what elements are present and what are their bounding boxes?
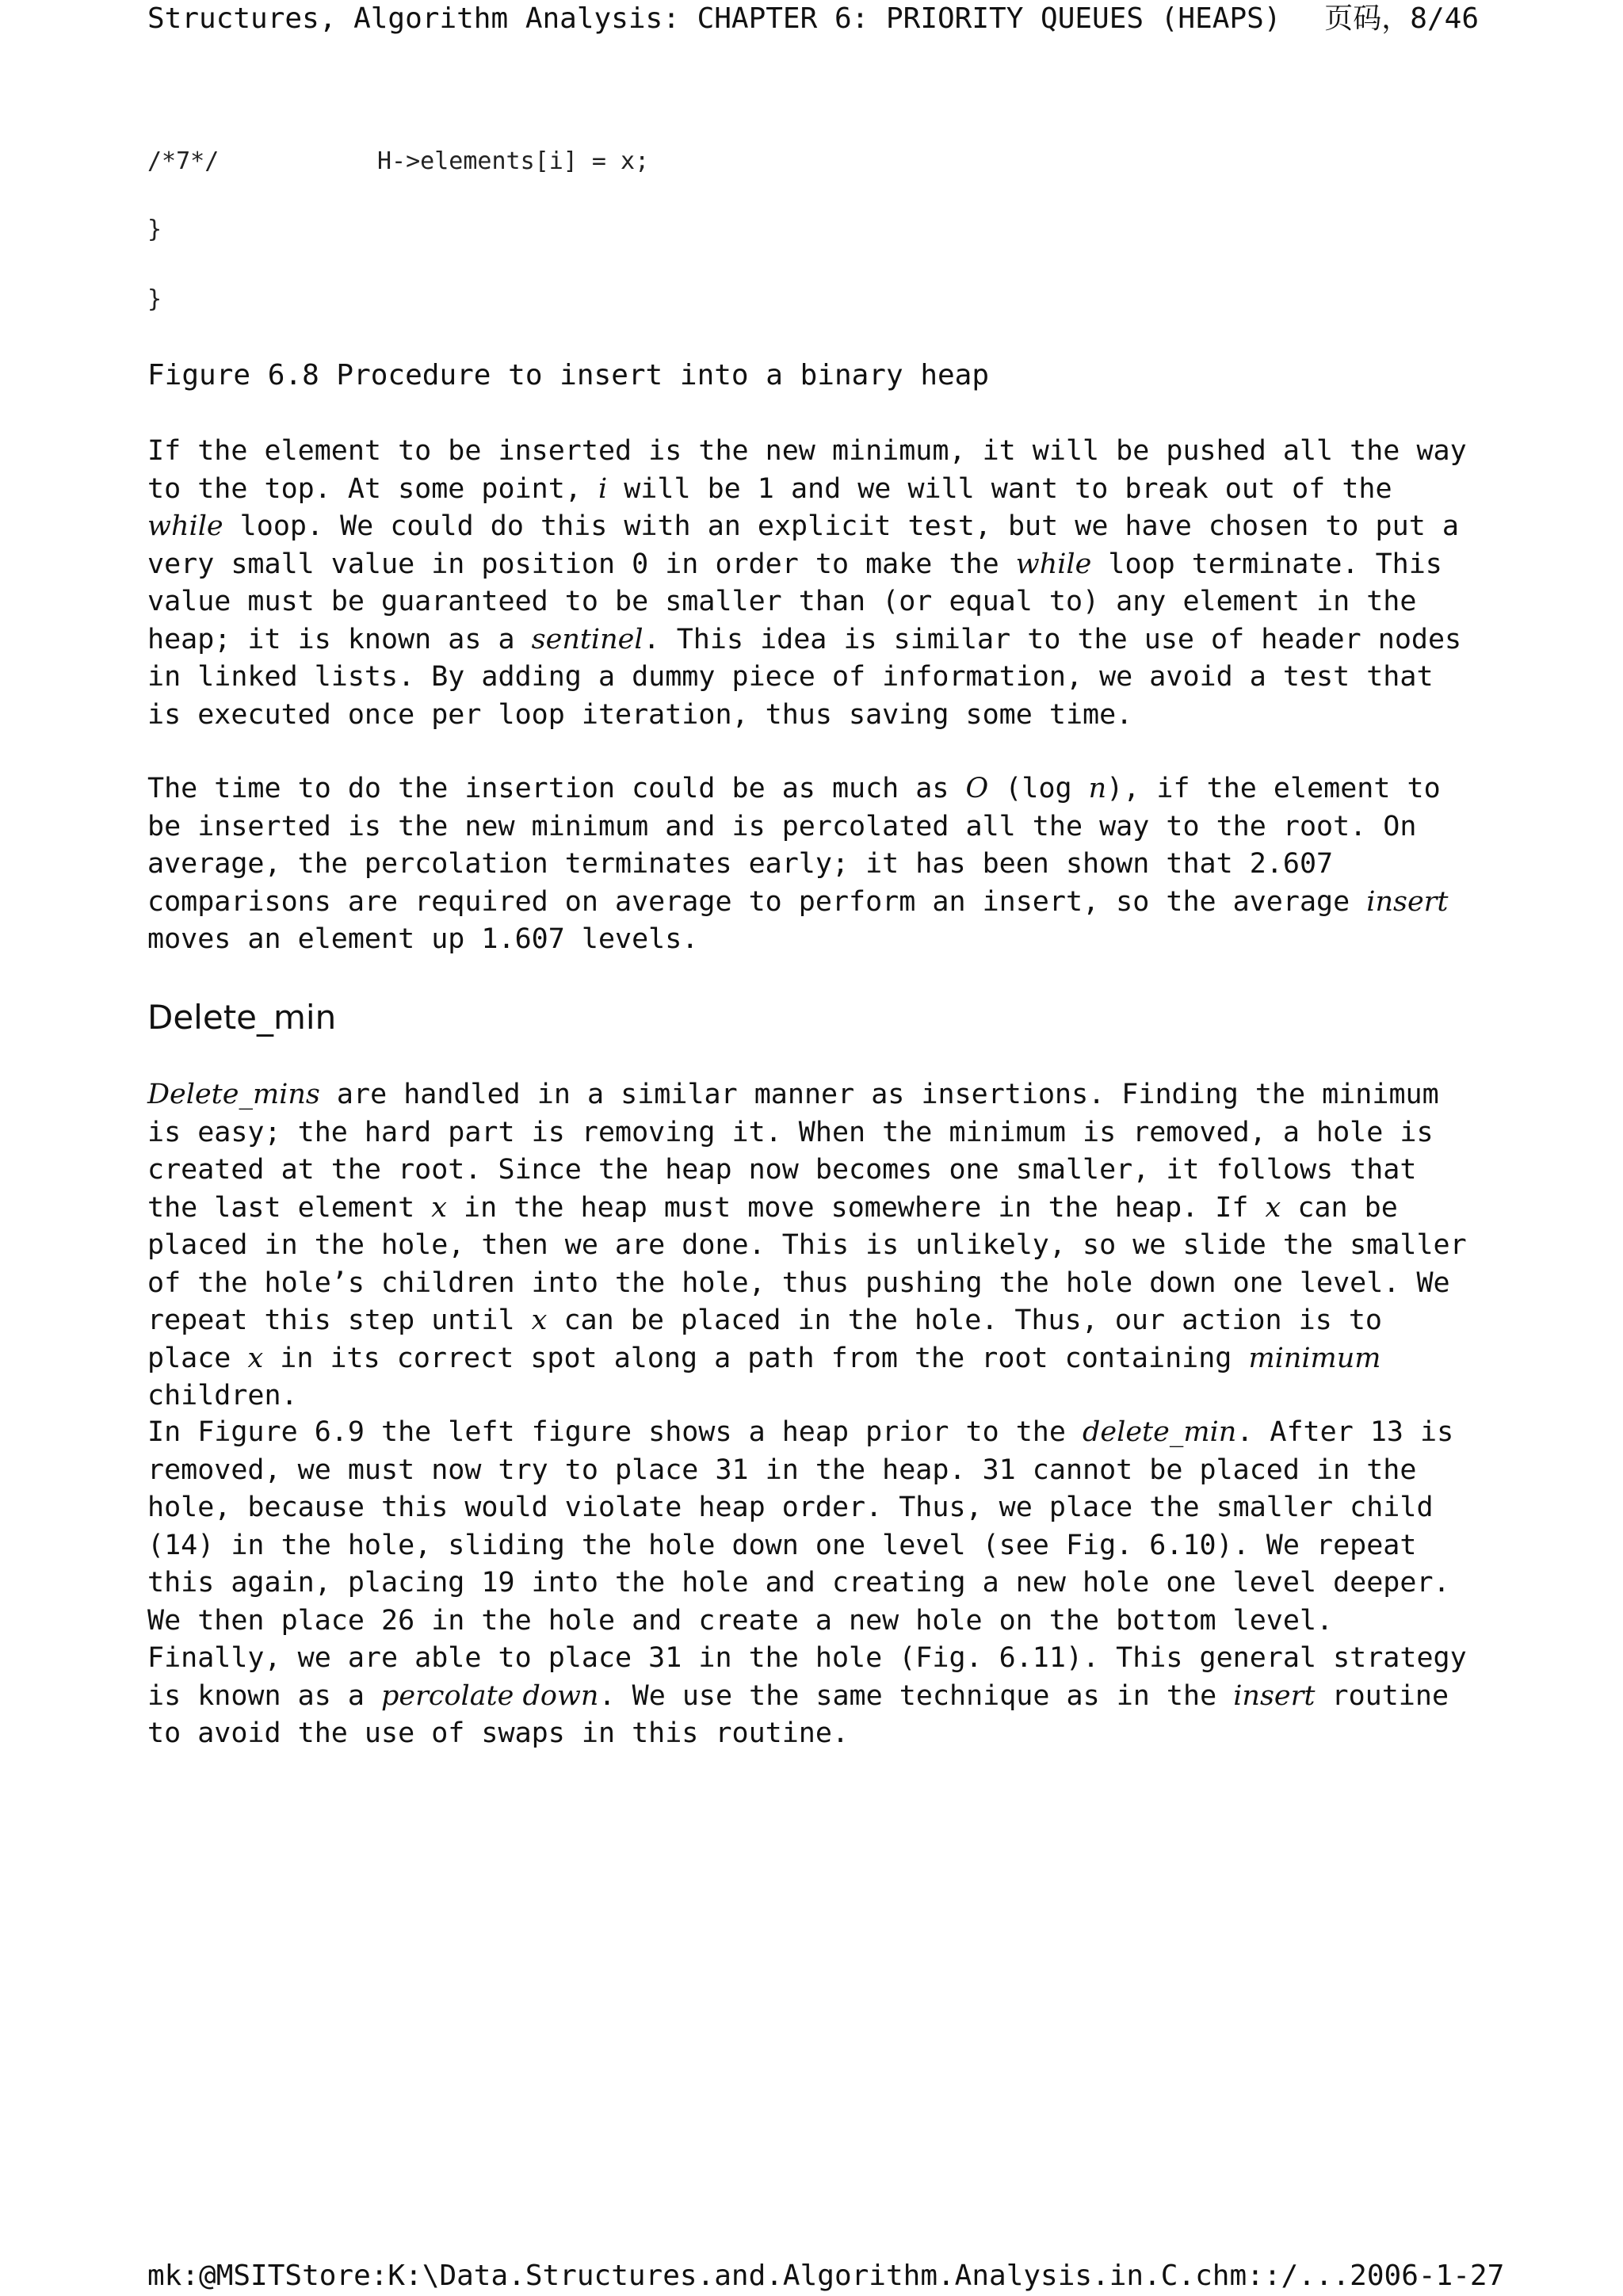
footer-source-path: mk:@MSITStore:K:\Data.Structures.and.Algorithm.Analysis.in.C.chm::/... — [147, 2260, 1350, 2292]
header-page-number: 页码，8/46 — [1324, 2, 1479, 35]
document-page — [147, 0, 1505, 2296]
paragraph-delete-min: Delete_mins are handled in a similar manner as insertions. Finding the minimum is easy; the hard part is removing it. When the minimum is removed, a hole is created at the root. Since the heap now becomes one smaller, it follows that the last element x in the heap must move somewhere in the heap. If x can be placed in the hole, then we are done. This is unlikely, so we slide the smaller of the hole’s children into the hole, thus pushing the hole down one level. We repeat this step until x can be placed in the hole. Thus, our action is to place x in its correct spot along a path from the root containing minimum children. — [147, 1079, 1467, 1412]
page-header — [147, 3, 1479, 35]
section-title: Delete_min — [147, 998, 337, 1037]
paragraph-sentinel: If the element to be inserted is the new minimum, it will be pushed all the way to the top. At some point, i will be 1 and we will want to break out of the while loop. We could do this with an explicit test, but we have chosen to put a very small value in position 0 in order to make the while loop terminate. This value must be guaranteed to be smaller than (or equal to) any element in the heap; it is known as a sentinel. This idea is similar to the use of header nodes in linked lists. By adding a dummy piece of information, we avoid a test that is executed once per loop iteration, thus saving some time. — [147, 435, 1467, 731]
page-footer — [147, 2260, 1505, 2292]
footer-date: 2006-1-27 — [1350, 2260, 1505, 2292]
paragraph-percolate-down: In Figure 6.9 the left figure shows a heap prior to the delete_min. After 13 is removed, we must now try to place 31 in the heap. 31 cannot be placed in the hole, because this would violate heap order. Thus, we place the smaller child (14) in the hole, sliding the hole down one level (see Fig. 6.10). We repeat this again, placing 19 into the hole and creating a new hole one level deeper. We then place 26 in the hole and create a new hole on the bottom level. Finally, we are able to place 31 in the hole (Fig. 6.11). This general strategy is known as a percolate down. We use the same technique as in the insert routine to avoid the use of swaps in this routine. — [147, 1416, 1467, 1749]
code-closing-brace: } — [147, 285, 162, 313]
figure-caption: Figure 6.8 Procedure to insert into a binary heap — [147, 359, 990, 392]
code-closing-brace: } — [147, 216, 162, 243]
code-line-label: /*7*/ — [147, 147, 220, 175]
code-line-7 — [147, 146, 1479, 178]
code-line-text: H->elements[i] = x; — [377, 147, 650, 175]
paragraph-insert-time: The time to do the insertion could be as much as O (log n), if the element to be inserted is the new minimum and is percolated all the way to the root. On average, the percolation terminates early; it has been shown that 2.607 comparisons are required on average to perform an insert, so the average insert moves an element up 1.607 levels. — [147, 773, 1449, 955]
header-title: Structures, Algorithm Analysis: CHAPTER 6: PRIORITY QUEUES (HEAPS) — [147, 2, 1281, 35]
